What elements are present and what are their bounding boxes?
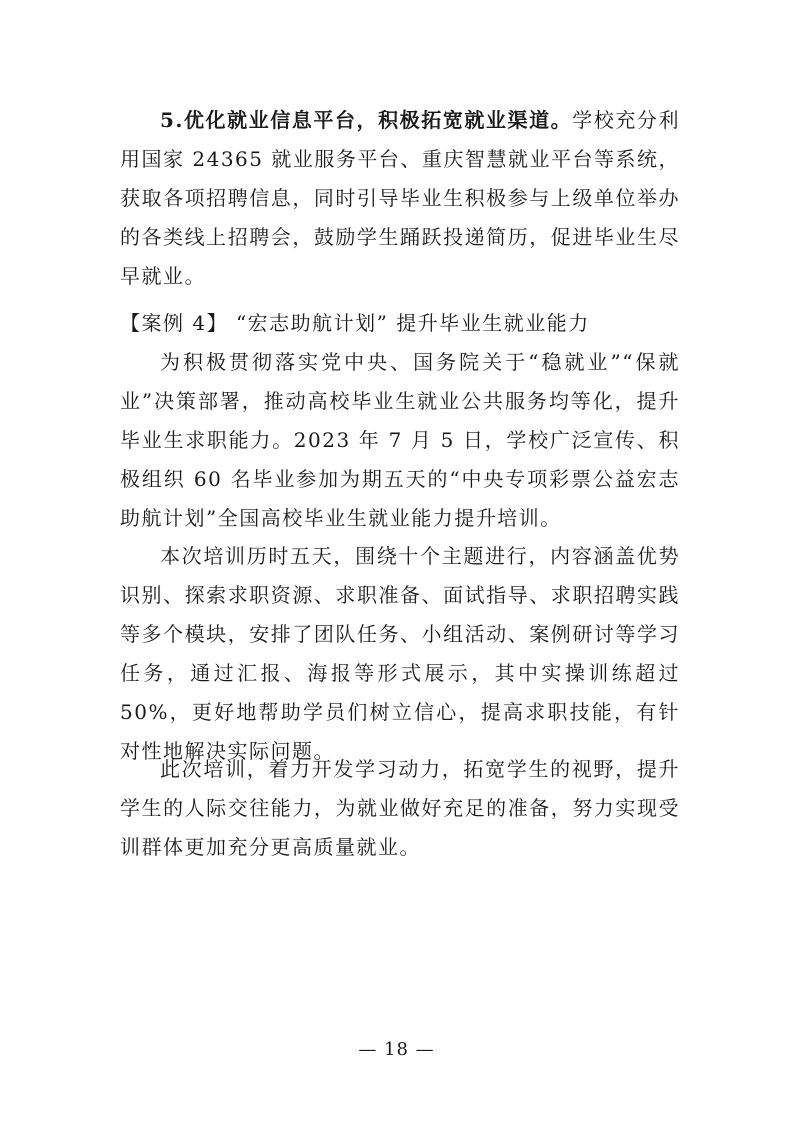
paragraph-platform — [120, 101, 680, 296]
paragraph-training-result: 此次培训，着力开发学习动力，拓宽学生的视野，提升学生的人际交往能力，为就业做好充足的准备，努力实现受训群体更加充分更高质量就业。 — [120, 757, 680, 859]
page-number: — 18 — — [358, 1039, 435, 1060]
paragraph-body: 学校充分利用国家 24365 就业服务平台、重庆智慧就业平台等系统，获取各项招聘信息，同时引导毕业生积极参与上级单位举办的各类线上招聘会，鼓励学生踊跃投递简历，促进毕业生尽早就业。 — [120, 108, 680, 288]
paragraph-case-intro: 为积极贯彻落实党中央、国务院关于“稳就业”“保就业”决策部署，推动高校毕业生就业公共服务均等化，提升毕业生求职能力。2023 年 7 月 5 日，学校广泛宣传、积极组织 60 名毕业参加为期五天的“中央专项彩票公益宏志助航计划”全国高校毕业生就业能力提升培训。 — [120, 350, 680, 530]
paragraph-training-content: 本次培训历时五天，围绕十个主题进行，内容涵盖优势识别、探索求职资源、求职准备、面试指导、求职招聘实践等多个模块，安排了团队任务、小组活动、案例研讨等学习任务，通过汇报、海报等形式展示，其中实操训练超过 50%，更好地帮助学员们树立信心，提高求职技能，有针对性地解决实际问题。 — [120, 544, 680, 763]
case-heading: 【案例 4】 “宏志助航计划” 提升毕业生就业能力 — [120, 311, 590, 335]
paragraph-lead-heading: 5.优化就业信息平台，积极拓宽就业渠道。 — [160, 108, 573, 132]
